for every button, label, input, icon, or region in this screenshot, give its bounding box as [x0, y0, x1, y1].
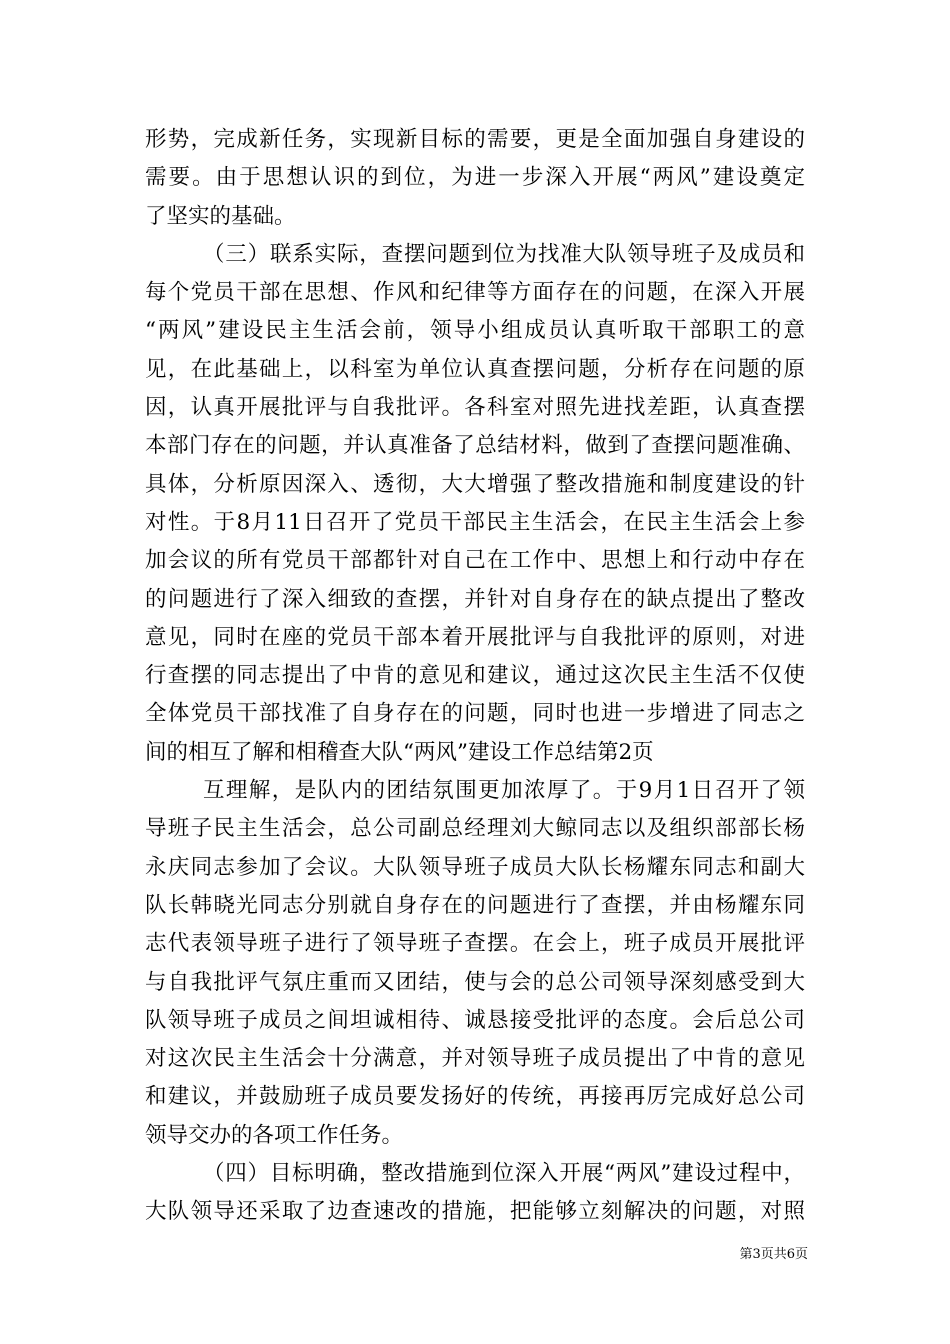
text-line: 和建议，并鼓励班子成员要发扬好的传统，再接再厉完成好总公司	[145, 1084, 805, 1110]
text-line: 行查摆的同志提出了中肯的意见和建议，通过这次民主生活不仅使	[145, 663, 805, 689]
text-line: 每个党员干部在思想、作风和纪律等方面存在的问题，在深入开展	[145, 280, 805, 306]
text-line: （三）联系实际，查摆问题到位为找准大队领导班子及成员和	[203, 241, 805, 267]
text-line: 永庆同志参加了会议。大队领导班子成员大队长杨耀东同志和副大	[145, 854, 805, 880]
text-line: 因，认真开展批评与自我批评。各科室对照先进找差距，认真查摆	[145, 395, 805, 421]
text-line: 互理解，是队内的团结氛围更加浓厚了。于9月1日召开了领	[203, 778, 805, 804]
body-text	[145, 121, 805, 1232]
text-line: 志代表领导班子进行了领导班子查摆。在会上，班子成员开展批评	[145, 931, 805, 957]
text-line: 全体党员干部找准了自身存在的问题，同时也进一步增进了同志之	[145, 701, 805, 727]
text-line: （四）目标明确，整改措施到位深入开展“两风”建设过程中，	[203, 1161, 805, 1187]
text-line: 加会议的所有党员干部都针对自己在工作中、思想上和行动中存在	[145, 548, 805, 574]
text-line: 领导交办的各项工作任务。	[145, 1122, 404, 1148]
text-line: 意见，同时在座的党员干部本着开展批评与自我批评的原则，对进	[145, 624, 805, 650]
text-line: “两风”建设民主生活会前，领导小组成员认真听取干部职工的意	[145, 318, 805, 344]
text-line: 见，在此基础上，以科室为单位认真查摆问题，分析存在问题的原	[145, 356, 805, 382]
text-line: 与自我批评气氛庄重而又团结，使与会的总公司领导深刻感受到大	[145, 969, 805, 995]
text-line: 形势，完成新任务，实现新目标的需要，更是全面加强自身建设的	[145, 127, 805, 152]
text-line: 大队领导还采取了边查速改的措施，把能够立刻解决的问题，对照	[145, 1199, 805, 1225]
text-line: 需要。由于思想认识的到位，为进一步深入开展“两风”建设奠定	[145, 165, 805, 191]
text-line: 队领导班子成员之间坦诚相待、诚恳接受批评的态度。会后总公司	[145, 1007, 805, 1033]
text-line: 本部门存在的问题，并认真准备了总结材料，做到了查摆问题准确、	[145, 433, 805, 459]
text-line: 间的相互了解和相稽查大队“两风”建设工作总结第2页	[145, 739, 654, 765]
text-line: 了坚实的基础。	[145, 203, 296, 229]
text-line: 对这次民主生活会十分满意，并对领导班子成员提出了中肯的意见	[145, 1046, 805, 1072]
text-line: 导班子民主生活会，总公司副总经理刘大鲸同志以及组织部部长杨	[145, 816, 805, 842]
text-line: 队长韩晓光同志分别就自身存在的问题进行了查摆，并由杨耀东同	[145, 892, 805, 918]
page-number: 第3页共6页	[739, 1247, 808, 1262]
text-line: 的问题进行了深入细致的查摆，并针对自身存在的缺点提出了整改	[145, 586, 805, 612]
text-line: 对性。于8月11日召开了党员干部民主生活会，在民主生活会上参	[145, 509, 805, 535]
text-line: 具体，分析原因深入、透彻，大大增强了整改措施和制度建设的针	[145, 471, 805, 497]
